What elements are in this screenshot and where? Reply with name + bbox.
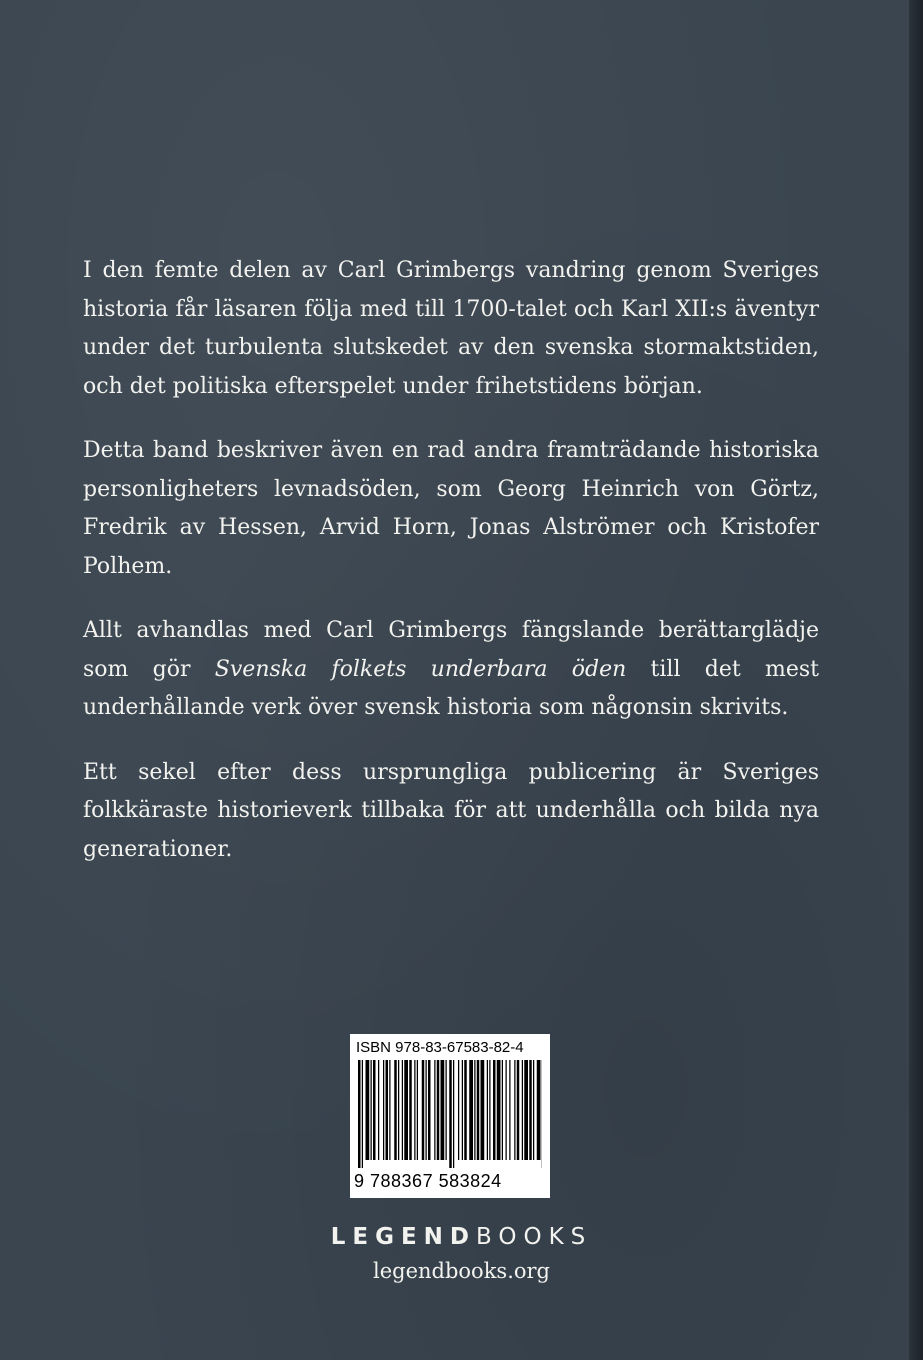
blurb-paragraph-3-intro: Allt avhandlas med Carl Grimbergs fängslande berättarglädje som gör [83, 618, 819, 682]
barcode-bar [497, 1060, 501, 1160]
blurb-paragraph-1: I den femte delen av Carl Grimbergs vandring genom Sveriges historia får läsaren följa med till 1700-talet och Karl XII:s äventyr under det turbulenta slutskedet av den svenska stormaktstiden, och det politiska efterspelet under frihetstidens början. [83, 258, 819, 399]
barcode-bar [533, 1060, 534, 1160]
barcode-digits: 9 788367 583824 [354, 1171, 502, 1191]
publisher-website: legendbooks.org [372, 1259, 550, 1283]
book-series-title: Svenska folkets underbara öden [214, 656, 627, 682]
barcode-bar [453, 1060, 454, 1168]
barcode-bar [428, 1060, 431, 1160]
barcode-bar [529, 1060, 532, 1160]
blurb-text [83, 252, 819, 895]
barcode-bar [414, 1060, 415, 1160]
barcode-bar [371, 1060, 372, 1160]
barcode-bar [487, 1060, 488, 1160]
barcode-bar [502, 1060, 503, 1160]
barcode-bar [449, 1060, 452, 1168]
barcode-bar [493, 1060, 496, 1160]
barcode-bar [394, 1060, 397, 1160]
barcode-bar [409, 1060, 412, 1160]
blurb-paragraph-3 [83, 612, 819, 728]
barcode-bar [506, 1060, 507, 1160]
barcode-bar [404, 1060, 408, 1160]
barcode-bar [389, 1060, 390, 1160]
barcode-bar [509, 1060, 510, 1160]
isbn-barcode [350, 1034, 550, 1198]
barcode-bar [386, 1060, 389, 1160]
barcode-bar [462, 1060, 463, 1160]
barcode-bar [417, 1060, 418, 1160]
isbn-label: ISBN 978-83-67583-82-4 [356, 1039, 524, 1056]
barcode-bar [469, 1060, 473, 1160]
publisher-name-bold: LEGEND [330, 1224, 477, 1250]
barcode-bar [362, 1060, 363, 1168]
barcode-bar [383, 1060, 384, 1160]
barcode-bar [517, 1060, 520, 1160]
barcode-bar [458, 1060, 459, 1160]
barcode-bar [426, 1060, 427, 1160]
barcode-bar [398, 1060, 399, 1160]
barcode-bar [378, 1060, 379, 1160]
cover-edge [909, 0, 923, 1360]
blurb-paragraph-4: Ett sekel efter dess ursprungliga publicering är Sveriges folkkäraste historieverk tillbaka för att underhålla och bilda nya generationer. [83, 759, 819, 862]
publisher-logo [0, 1224, 923, 1250]
barcode-bar [437, 1060, 440, 1160]
barcode-bar [366, 1060, 370, 1160]
barcode-bar [358, 1060, 361, 1168]
barcode-bar [464, 1060, 467, 1160]
publisher-name-light: BOOKS [476, 1224, 593, 1250]
barcode-bar [537, 1060, 541, 1160]
barcode-bar [474, 1060, 475, 1160]
blurb-paragraph-2: Detta band beskriver även en rad andra framträdande historiska personligheters levnadsöden, som Georg Heinrich von Görtz, Fredrik av Hessen, Arvid Horn, Jonas Alströmer och Kristofer Polhem. [83, 438, 819, 579]
barcode-bar [522, 1060, 523, 1160]
blurb-paragraph-3-rest: till det mest underhållande verk över svensk historia som någonsin skrivits. [83, 656, 819, 720]
barcode-bar [477, 1060, 480, 1160]
barcode-bar [373, 1060, 376, 1160]
barcode-bar [441, 1060, 445, 1160]
barcode-bar [524, 1060, 528, 1160]
barcode-bar [422, 1060, 425, 1160]
barcode-bar [434, 1060, 435, 1160]
barcode-bars [358, 1060, 542, 1168]
barcode-bar [402, 1060, 403, 1160]
barcode-bar [514, 1060, 515, 1160]
barcode-bar [446, 1060, 447, 1160]
barcode-bar [481, 1060, 485, 1160]
barcode-bar [489, 1060, 490, 1160]
